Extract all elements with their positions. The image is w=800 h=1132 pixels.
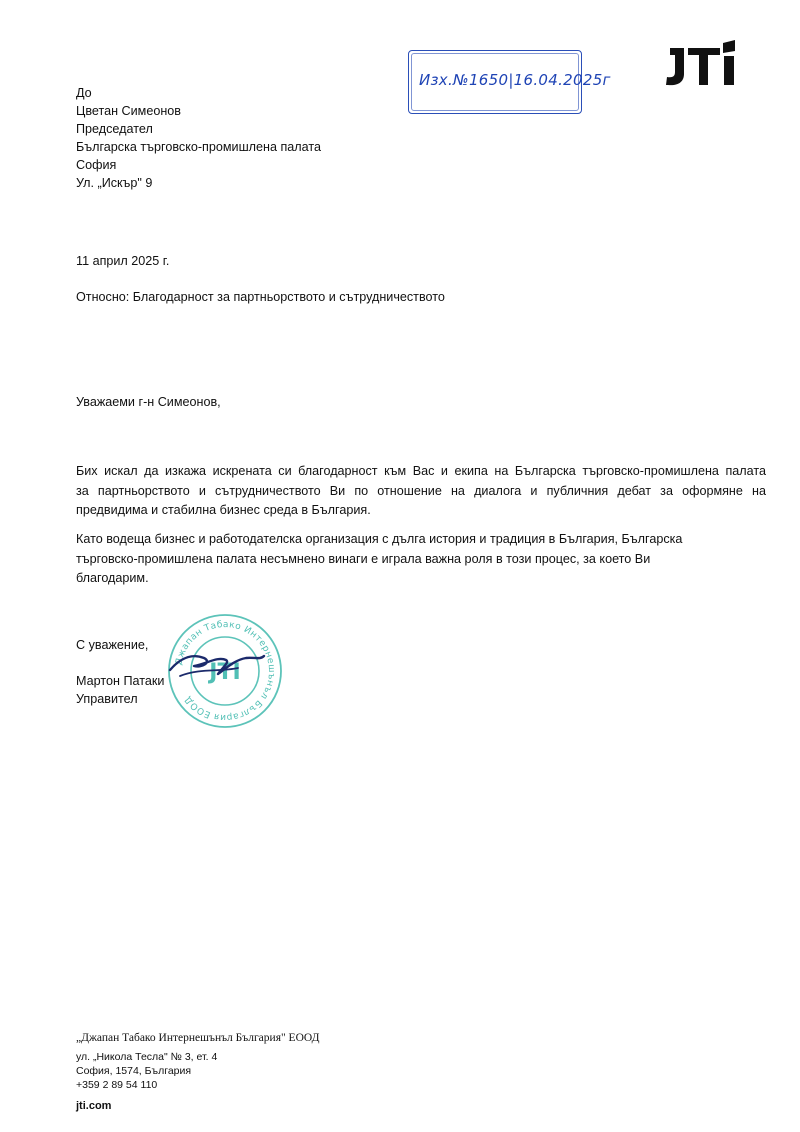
registration-number: Изх.№1650|16.04.2025г (419, 71, 611, 89)
recipient-street: Ул. „Искър" 9 (76, 176, 153, 190)
paragraph-1 (76, 462, 766, 521)
recipient-name: Цветан Симеонов (76, 104, 181, 118)
footer-website[interactable]: jti.com (76, 1100, 112, 1112)
footer-phone: +359 2 89 54 110 (76, 1079, 158, 1091)
closing: С уважение, (76, 638, 149, 652)
signer-title: Управител (76, 692, 138, 706)
salutation: Уважаеми г-н Симеонов, (76, 395, 221, 409)
footer-address-line2: София, 1574, България (76, 1065, 192, 1077)
paragraph-1-line: Бих искал да изкажа искрената си благодарност към Вас и екипа на Българска търговско-промишлена палата (76, 464, 766, 478)
recipient-organization: Българска търговско-промишлена палата (76, 140, 322, 154)
paragraph-2-line: благодарим. (76, 571, 149, 585)
paragraph-2-line: Като водеща бизнес и работодателска организация с дълга история и традиция в България, Българска (76, 532, 683, 546)
letter-subject: Относно: Благодарност за партньорството и сътрудничеството (76, 290, 445, 304)
footer-company: „Джапан Табако Интернешънъл България" ЕООД (76, 1032, 320, 1044)
jti-logo (660, 40, 742, 86)
registration-stamp (408, 50, 611, 114)
signer-name: Мартон Патаки (76, 674, 165, 688)
recipient-to: До (76, 86, 92, 100)
footer-address-line1: ул. „Никола Тесла" № 3, ет. 4 (76, 1051, 218, 1063)
recipient-city: София (76, 158, 117, 172)
svg-text:Джапан Табако Интернешънъл Бъл: Джапан Табако Интернешънъл България ЕООД (174, 619, 277, 723)
paragraph-1-line: за партньорството и сътрудничеството Ви по отношение на диалога и публичния дебат за оформяне на (76, 483, 766, 498)
paragraph-1-line: предвидима и стабилна бизнес среда в България. (76, 503, 371, 517)
paragraph-2 (76, 530, 766, 589)
recipient-position: Председател (76, 122, 153, 136)
letter-date: 11 април 2025 г. (76, 254, 170, 268)
svg-text:JTI: JTI (209, 660, 241, 685)
paragraph-2-line: търговско-промишлена палата несъмнено винаги е играла важна роля в този процес, за което Ви (76, 551, 651, 566)
signature (160, 638, 270, 684)
